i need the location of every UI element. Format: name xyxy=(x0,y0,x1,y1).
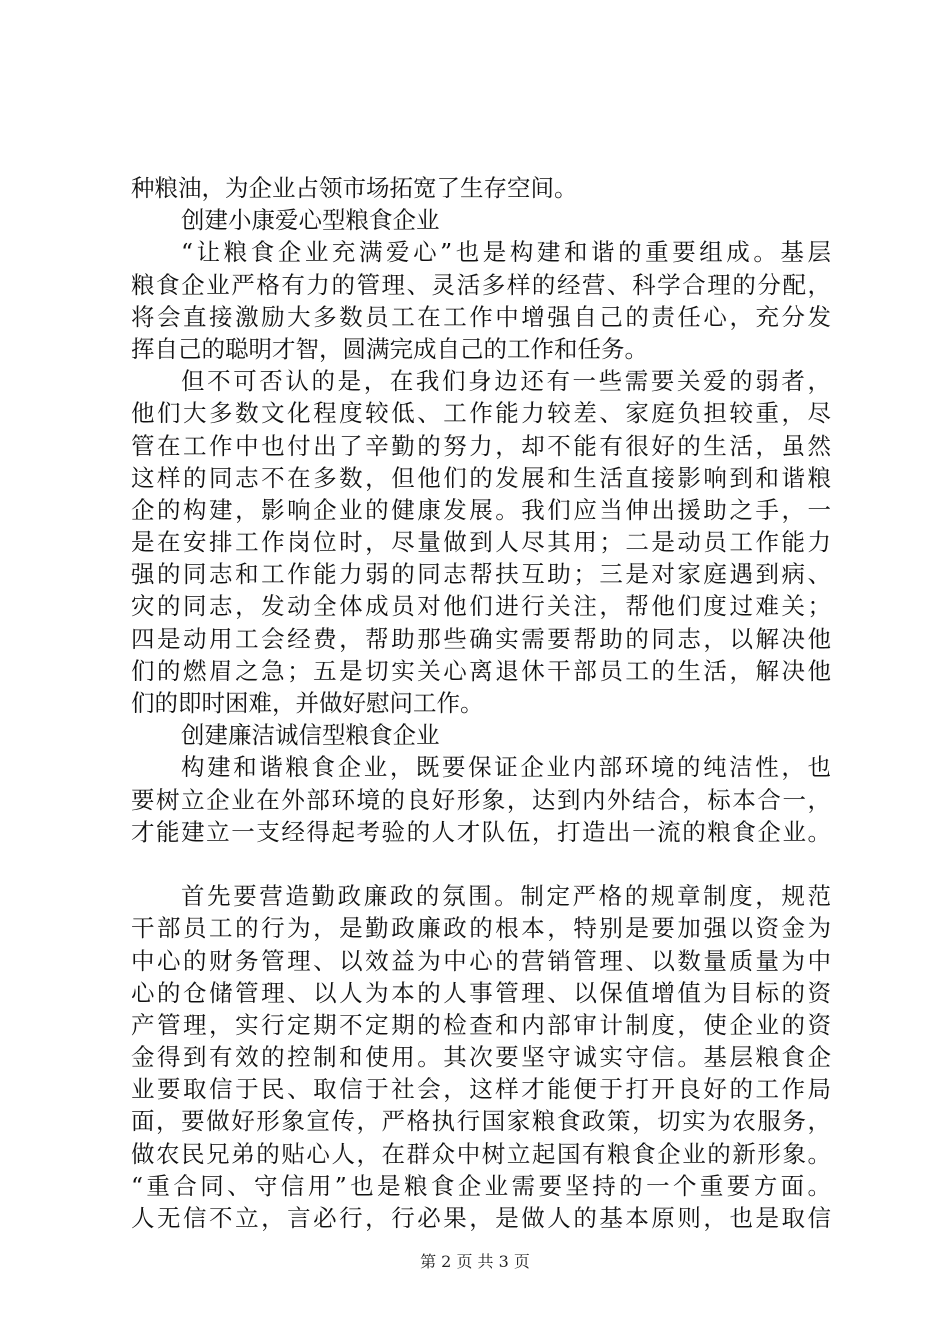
blank-line xyxy=(131,848,831,880)
text-line: 这样的同志不在多数，但他们的发展和生活直接影响到和谐粮 xyxy=(131,463,831,492)
text-line: 首先要营造勤政廉政的氛围。制定严格的规章制度，规范 xyxy=(181,882,831,911)
text-line: 粮食企业严格有力的管理、灵活多样的经营、科学合理的分配， xyxy=(131,270,831,299)
page-number-label: 第 2 页 共 3 页 xyxy=(420,1252,530,1271)
text-line: 业要取信于民、取信于社会，这样才能便于打开良好的工作局 xyxy=(131,1075,831,1104)
text-line: “重合同、守信用”也是粮食企业需要坚持的一个重要方面。 xyxy=(131,1171,831,1200)
text-line: “让粮食企业充满爱心”也是构建和谐的重要组成。基层 xyxy=(181,238,831,267)
text-line: 企的构建，影响企业的健康发展。我们应当伸出援助之手，一 xyxy=(131,495,831,524)
text-line: 做农民兄弟的贴心人，在群众中树立起国有粮食企业的新形象。 xyxy=(131,1139,831,1168)
text-line: 他们大多数文化程度较低、工作能力较差、家庭负担较重，尽 xyxy=(131,399,831,428)
text-line: 强的同志和工作能力弱的同志帮扶互助；三是对家庭遇到病、 xyxy=(131,560,831,589)
text-line: 创建小康爱心型粮食企业 xyxy=(181,206,440,235)
text-line: 干部员工的行为，是勤政廉政的根本，特别是要加强以资金为 xyxy=(131,914,831,943)
text-line: 才能建立一支经得起考验的人才队伍，打造出一流的粮食企业。 xyxy=(131,817,831,846)
page-footer xyxy=(0,1252,950,1272)
text-line: 人无信不立，言必行，行必果，是做人的基本原则，也是取信 xyxy=(131,1204,831,1232)
text-line: 金得到有效的控制和使用。其次要坚守诚实守信。基层粮食企 xyxy=(131,1043,831,1072)
text-line: 们的燃眉之急；五是切实关心离退休干部员工的生活，解决他 xyxy=(131,656,831,685)
document-body xyxy=(131,172,831,1234)
text-line: 构建和谐粮食企业，既要保证企业内部环境的纯洁性，也 xyxy=(181,753,831,782)
text-line: 是在安排工作岗位时，尽量做到人尽其用；二是动员工作能力 xyxy=(131,528,831,557)
text-line: 灾的同志，发动全体成员对他们进行关注，帮他们度过难关； xyxy=(131,592,831,621)
text-line: 产管理，实行定期不定期的检查和内部审计制度，使企业的资 xyxy=(131,1010,831,1039)
text-line: 们的即时困难，并做好慰问工作。 xyxy=(131,689,484,717)
text-line: 将会直接激励大多数员工在工作中增强自己的责任心，充分发 xyxy=(131,302,831,331)
text-line: 四是动用工会经费，帮助那些确实需要帮助的同志，以解决他 xyxy=(131,624,831,653)
text-line: 面，要做好形象宣传，严格执行国家粮食政策，切实为农服务， xyxy=(131,1107,831,1136)
text-line: 中心的财务管理、以效益为中心的营销管理、以数量质量为中 xyxy=(131,946,831,975)
text-line: 挥自己的聪明才智，圆满完成自己的工作和任务。 xyxy=(131,334,648,363)
text-line: 心的仓储管理、以人为本的人事管理、以保值增值为目标的资 xyxy=(131,978,831,1007)
text-line: 创建廉洁诚信型粮食企业 xyxy=(181,721,440,750)
text-line: 但不可否认的是，在我们身边还有一些需要关爱的弱者， xyxy=(181,367,831,396)
text-line: 种粮油，为企业占领市场拓宽了生存空间。 xyxy=(131,174,578,202)
text-line: 管在工作中也付出了辛勤的努力，却不能有很好的生活，虽然 xyxy=(131,431,831,460)
text-line: 要树立企业在外部环境的良好形象，达到内外结合，标本合一， xyxy=(131,785,831,814)
